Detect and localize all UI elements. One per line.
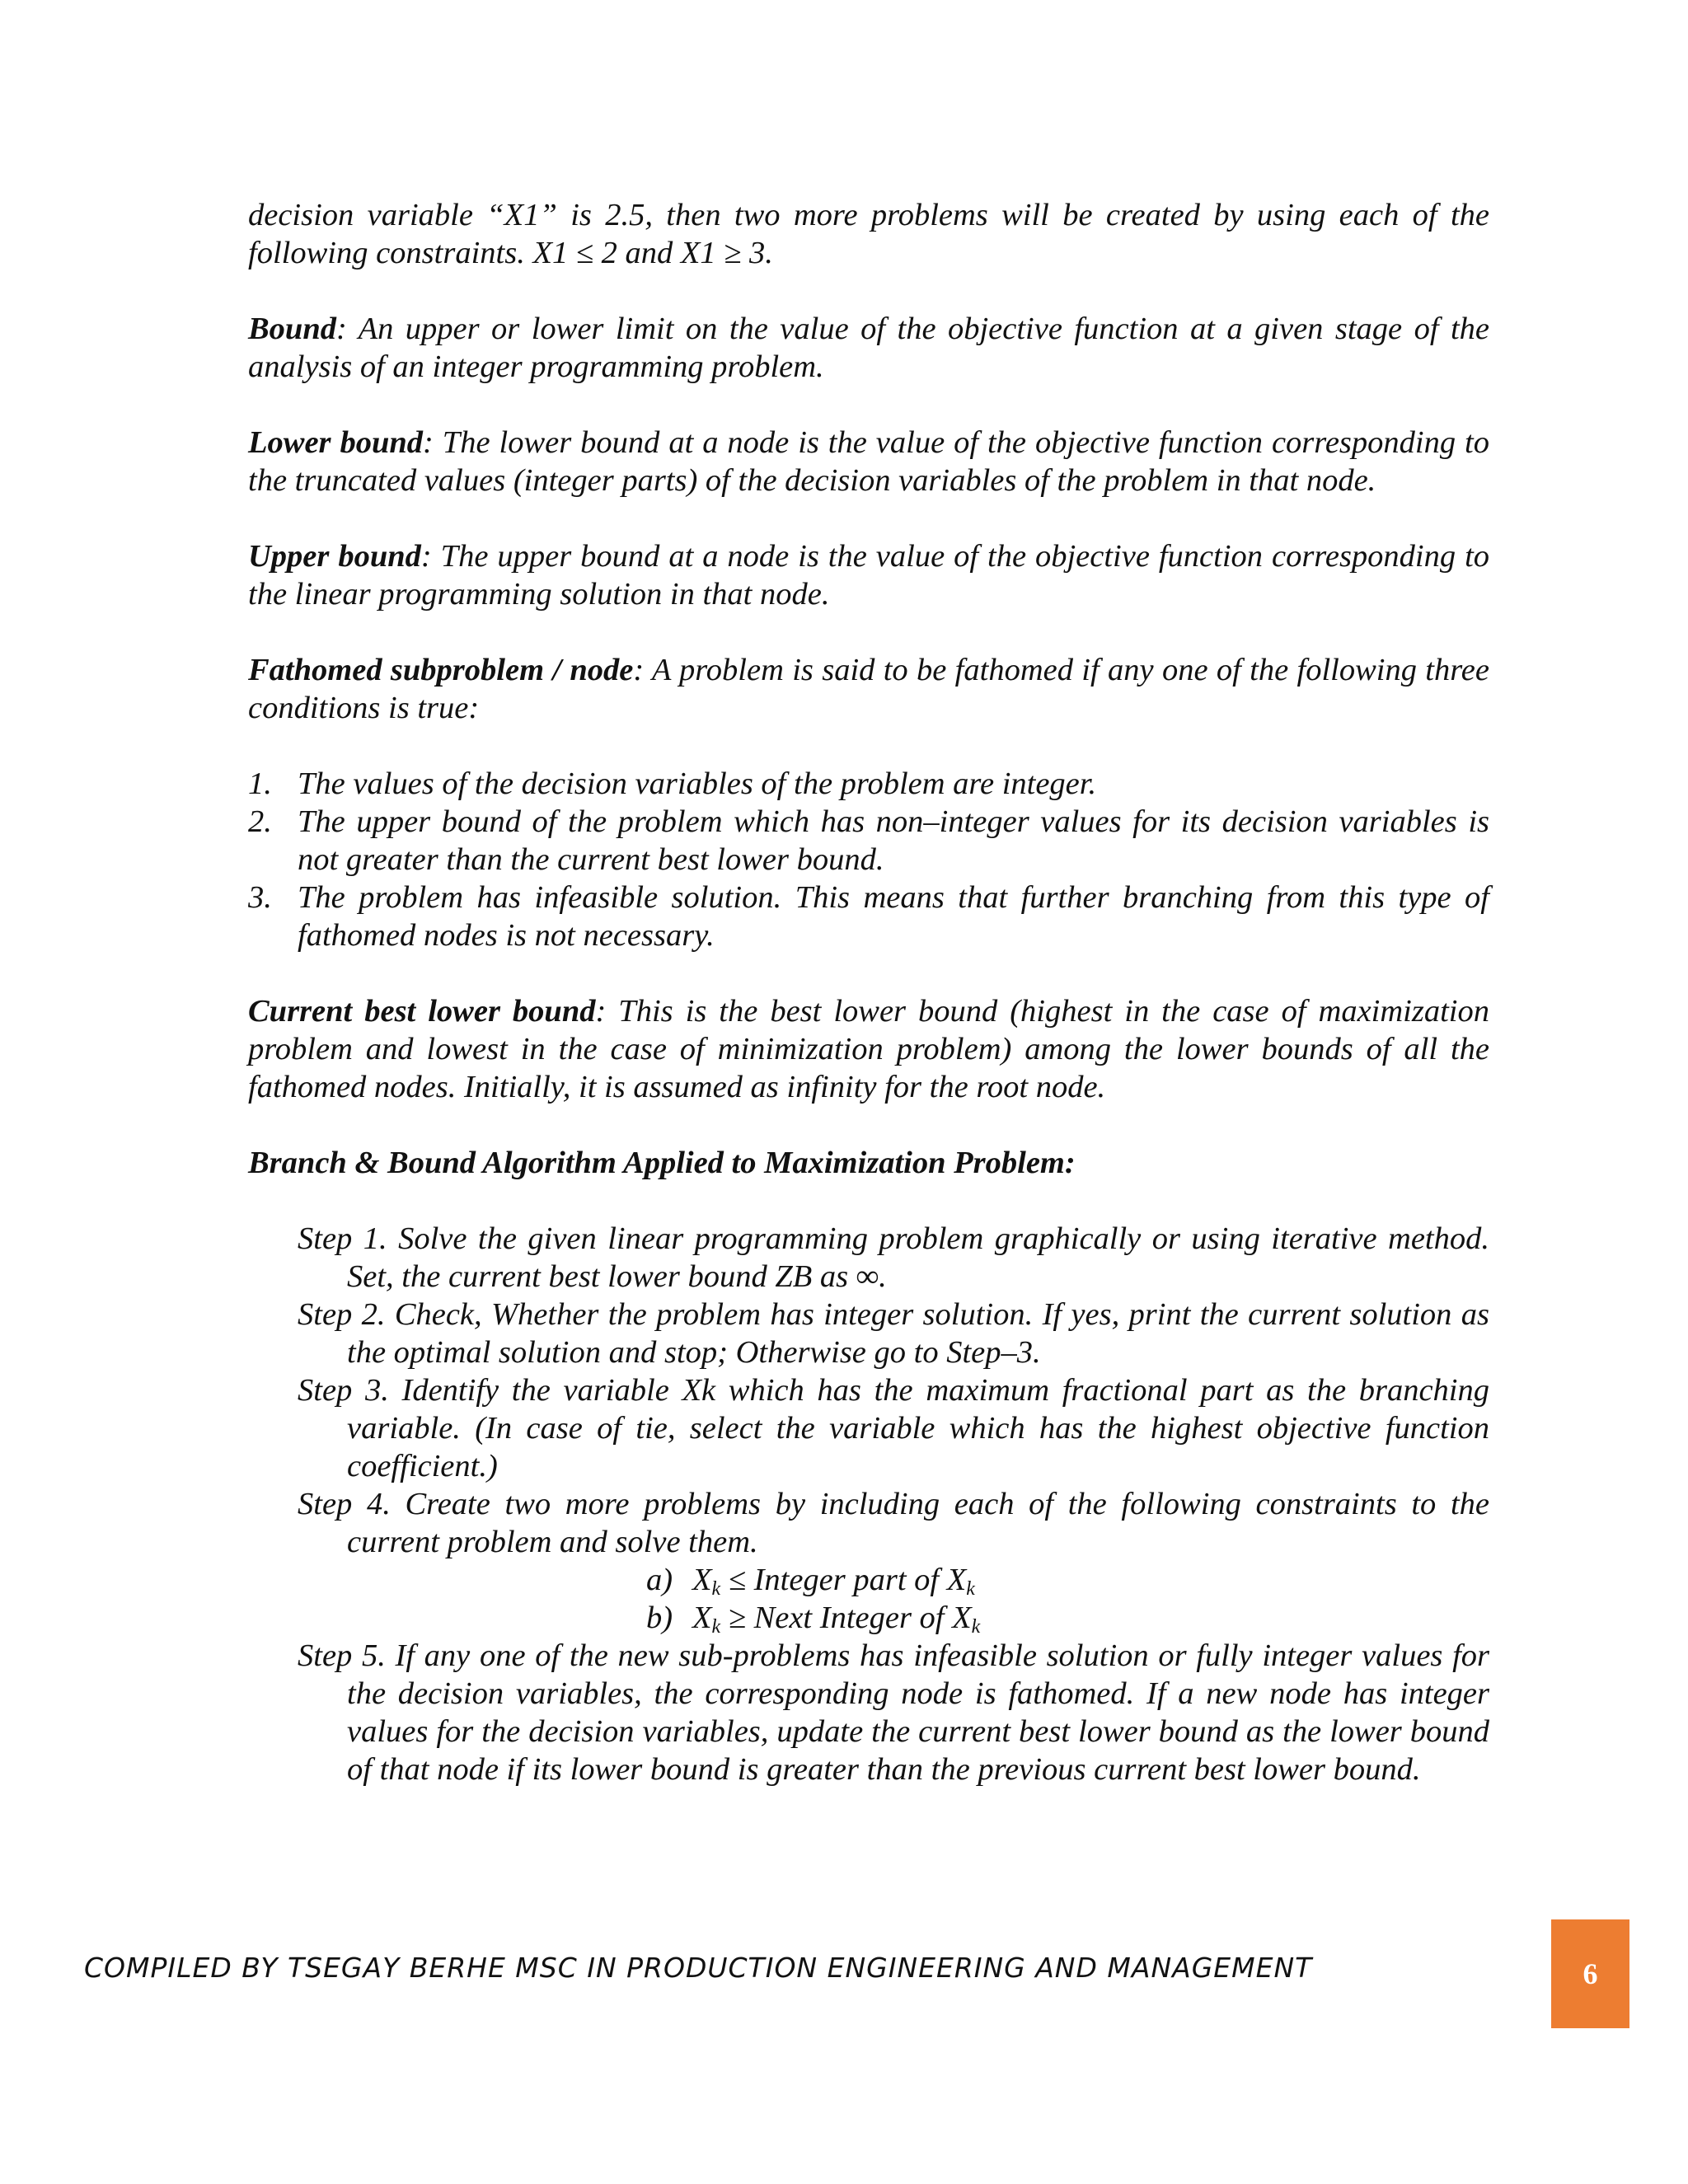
list-number: 2. — [248, 804, 272, 839]
upper-bound-text: : The upper bound at a node is the value of the objective function corresponding to the linear programming solution in that node. — [248, 539, 1490, 612]
bound-text: : An upper or lower limit on the value of the objective function at a given stage of the analysis of an integer programming problem. — [248, 312, 1489, 384]
step-item: Step 2. Check, Whether the problem has integer solution. If yes, print the current solution as the optimal solution and stop; Otherwise go to Step–3. — [298, 1297, 1489, 1370]
list-number: 1. — [248, 766, 272, 801]
lower-bound-term: Lower bound — [248, 425, 424, 460]
step-text: Step 4. Create two more problems by including each of the following constraints to the current problem and solve them. — [298, 1487, 1489, 1559]
bound-definition — [248, 310, 1489, 386]
algorithm-heading: Branch & Bound Algorithm Applied to Maximization Problem: — [248, 1146, 1076, 1180]
fathomed-text: : A problem is said to be fathomed if any one of the following three conditions is true: — [248, 653, 1489, 725]
step-4-constraints — [347, 1561, 1489, 1637]
intro-paragraph: decision variable “X1” is 2.5, then two more problems will be created by using each of the following constraints. X1 ≤ 2 and X1 ≥ 3. — [248, 198, 1489, 270]
list-text: The upper bound of the problem which has non–integer values for its decision variables is not greater than the current best lower bound. — [298, 804, 1489, 877]
constraint-item — [646, 1561, 1489, 1599]
page-number-badge — [1551, 1919, 1629, 2028]
fathomed-definition — [248, 651, 1489, 727]
step-item — [298, 1485, 1489, 1637]
constraint-label: a) — [646, 1563, 673, 1597]
upper-bound-term: Upper bound — [248, 539, 421, 574]
footer-credit: COMPILED BY TSEGAY BERHE MSC IN PRODUCTION ENGINEERING AND MANAGEMENT — [84, 1952, 1313, 1984]
constraint-text: ≤ Integer part of X — [720, 1563, 967, 1597]
current-best-text: : This is the best lower bound (highest in the case of maximization problem and lowest in the case of minimization problem) among the lower bounds of all the fathomed nodes. Initially, it is assumed as infinity for the root node. — [248, 994, 1489, 1104]
list-text: The values of the decision variables of the problem are integer. — [298, 766, 1097, 801]
bound-term: Bound — [248, 312, 337, 346]
list-item — [248, 803, 1489, 879]
algorithm-steps — [248, 1220, 1489, 1788]
lower-bound-definition — [248, 424, 1489, 499]
list-item — [248, 879, 1489, 954]
lower-bound-text: : The lower bound at a node is the value of the objective function corresponding to the truncated values (integer parts) of the decision variables of the problem in that node. — [248, 425, 1489, 498]
constraint-var: X — [692, 1563, 712, 1597]
constraint-item — [646, 1599, 1489, 1637]
constraint-subscript: k — [971, 1616, 981, 1638]
constraint-subscript: k — [966, 1578, 975, 1600]
constraint-text: ≥ Next Integer of X — [720, 1601, 972, 1635]
fathomed-term: Fathomed subproblem / node — [248, 653, 634, 687]
page-number: 6 — [1582, 1957, 1598, 1990]
fathomed-conditions-list — [248, 765, 1489, 954]
step-item: Step 1. Solve the given linear programming problem graphically or using iterative method. Set, the current best lower bound ZB as ∞. — [298, 1221, 1489, 1294]
step-item: Step 3. Identify the variable Xk which has the maximum fractional part as the branching variable. (In case of tie, select the variable which has the highest objective function coefficient.) — [298, 1373, 1489, 1483]
constraint-subscript: k — [711, 1578, 721, 1600]
current-best-term: Current best lower bound — [248, 994, 596, 1029]
current-best-definition — [248, 992, 1489, 1106]
list-number: 3. — [248, 880, 272, 915]
list-text: The problem has infeasible solution. This means that further branching from this type of fathomed nodes is not necessary. — [298, 880, 1489, 953]
upper-bound-definition — [248, 537, 1489, 613]
constraint-subscript: k — [711, 1616, 721, 1638]
constraint-var: X — [692, 1601, 712, 1635]
document-body — [248, 196, 1489, 1788]
constraint-label: b) — [646, 1601, 673, 1635]
step-item: Step 5. If any one of the new sub-problems has infeasible solution or fully integer values for the decision variables, the corresponding node is fathomed. If a new node has integer values for the decision variables, update the current best lower bound as the lower bound of that node if its lower bound is greater than the previous current best lower bound. — [298, 1638, 1489, 1787]
list-item — [248, 765, 1489, 803]
